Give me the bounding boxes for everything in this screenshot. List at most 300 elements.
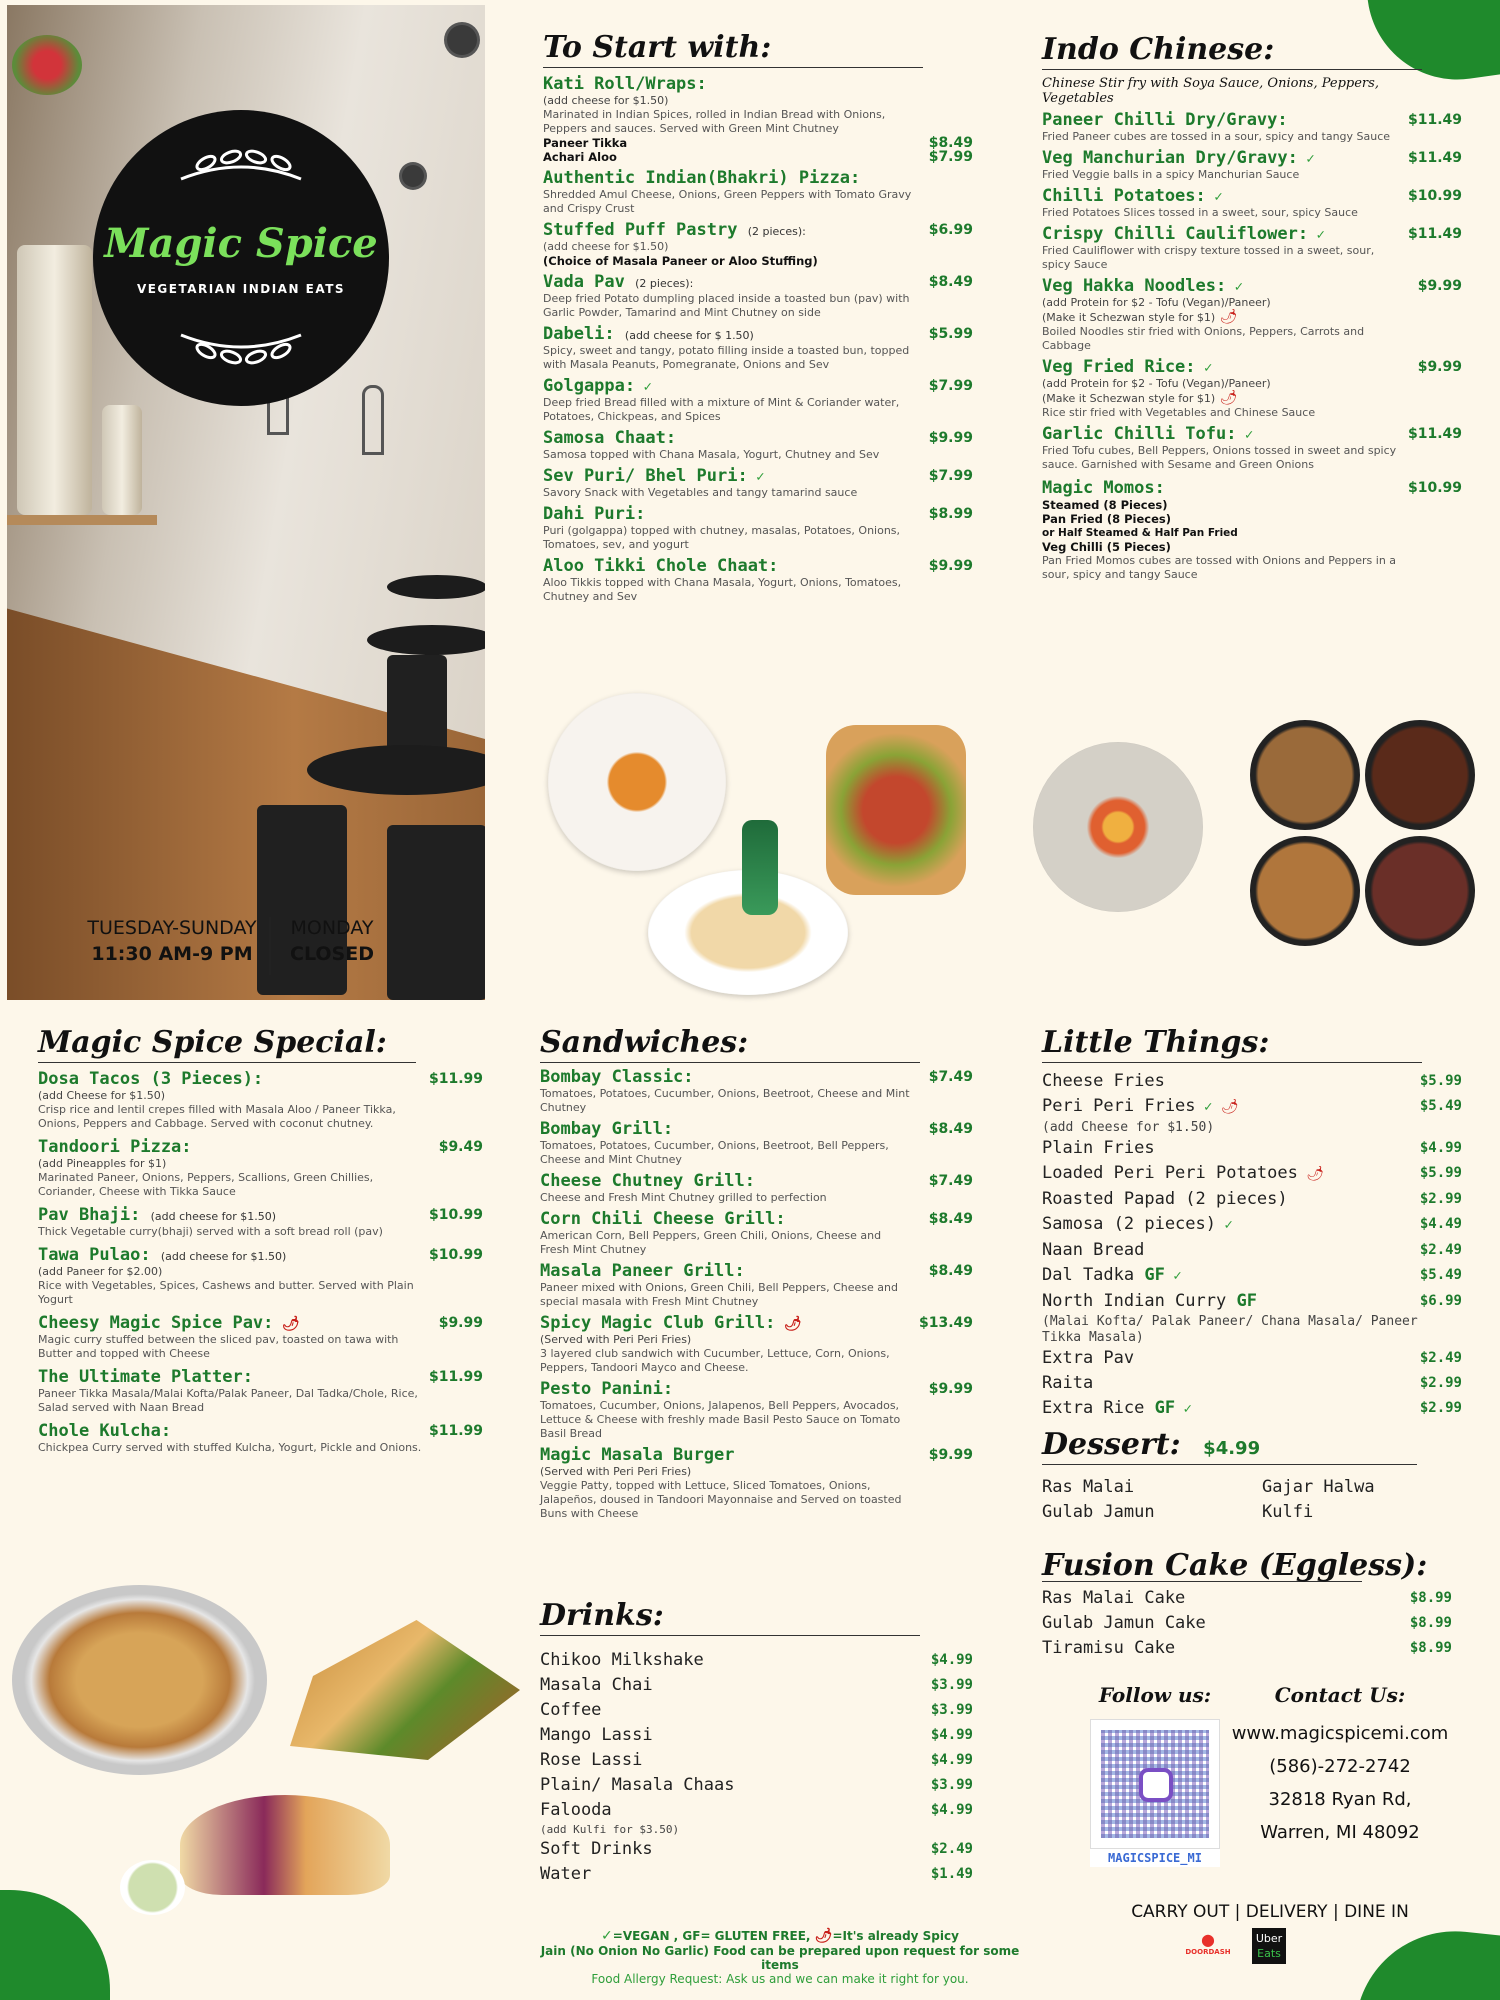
indo-chinese-section [1042, 32, 1462, 582]
chili-icon: 🌶 [775, 1316, 802, 1332]
item-price: $3.99 [930, 1777, 973, 1793]
item-note: (add cheese for $1.50) [150, 1210, 277, 1223]
list-item [1042, 1238, 1462, 1263]
open-time: 11:30 AM-9 PM [91, 943, 253, 965]
follow-title: Follow us: [1098, 1683, 1212, 1707]
item-price: $4.99 [930, 1727, 973, 1743]
item-desc: 3 layered club sandwich with Cucumber, Lettuce, Corn, Onions, Peppers, Tandoori Mayco and Cheese. [540, 1347, 890, 1374]
item-name-text: Pav Bhaji: [38, 1205, 141, 1225]
variant-name: Paneer Tikka [543, 136, 628, 150]
dessert-title: Dessert: [1042, 1427, 1181, 1462]
list-item [1042, 1611, 1452, 1636]
momos-option: or Half Steamed & Half Pan Fried [1042, 527, 1238, 539]
list-item [1042, 1636, 1452, 1661]
menu-item [38, 1137, 483, 1199]
item-name [1042, 424, 1462, 444]
opening-hours [82, 917, 402, 977]
menu-item [38, 1313, 483, 1361]
uber-label: Uber [1255, 1932, 1283, 1945]
item-sub: (add Protein for $2 - Tofu (Vegan)/Paneer) [1042, 377, 1271, 390]
item-name [1042, 186, 1462, 206]
momos-option: Steamed (8 Pieces) [1042, 498, 1168, 512]
momos-option: Veg Chilli (5 Pieces) [1042, 540, 1171, 554]
menu-item [1042, 224, 1462, 272]
menu-item [540, 1379, 973, 1441]
item-name [540, 1261, 973, 1281]
item-sub: (add Paneer for $2.00) [38, 1265, 163, 1278]
sandwiches-section [540, 1025, 973, 1521]
section-title: Drinks: [540, 1598, 920, 1636]
item-extra: (Choice of Masala Paneer or Aloo Stuffing) [543, 254, 818, 268]
item-price: $10.99 [428, 1207, 483, 1223]
item-name-text: Stuffed Puff Pastry [543, 220, 738, 240]
item-name [540, 1209, 973, 1229]
list-item [1042, 1187, 1462, 1212]
menu-item [543, 376, 973, 424]
item-name: Extra Rice [1042, 1398, 1145, 1418]
item-price: $9.99 [928, 1381, 973, 1397]
section-subtitle: Chinese Stir fry with Soya Sauce, Onions, Peppers, Vegetables [1042, 76, 1379, 106]
leaf-icon: ✓ [1297, 151, 1315, 167]
item-price: $9.99 [438, 1315, 483, 1331]
dessert-item: Gajar Halwa [1262, 1477, 1375, 1497]
brand-name: Magic Spice [104, 220, 378, 267]
dessert-price: $4.99 [1203, 1438, 1261, 1459]
chili-icon: 🌶 [814, 1928, 833, 1944]
chili-icon: 🌶 [1215, 309, 1238, 325]
uber-eats-logo [1252, 1928, 1286, 1964]
menu-item [543, 466, 973, 500]
open-days: TUESDAY-SUNDAY [87, 917, 257, 939]
hours-divider [269, 917, 271, 975]
menu-item [543, 504, 973, 552]
leaf-icon: ✓ [1236, 427, 1254, 443]
item-price: $2.99 [1419, 1191, 1462, 1207]
item-desc: Cheese and Fresh Mint Chutney grilled to perfection [540, 1191, 827, 1204]
menu-item [543, 324, 973, 372]
item-name-text: Crispy Chilli Cauliflower: [1042, 224, 1309, 244]
item-price: $5.99 [1419, 1073, 1462, 1089]
chili-icon: 🌶 [273, 1316, 300, 1332]
menu-item [38, 1245, 483, 1307]
dessert-item: Kulfi [1262, 1502, 1314, 1522]
item-name-text: Chole Kulcha: [38, 1421, 172, 1441]
leaf-icon: ✓ [1195, 360, 1213, 376]
item-desc: Paneer mixed with Onions, Green Chili, Bell Peppers, Cheese and special masala with Fresh Mint Chutney [540, 1281, 898, 1308]
list-item [540, 1648, 973, 1673]
item-price: $6.99 [1419, 1293, 1462, 1309]
leaf-icon: ✓ [601, 1928, 613, 1944]
item-price: $8.99 [928, 506, 973, 522]
item-price: $5.49 [1419, 1267, 1462, 1283]
item-name-text: Authentic Indian(Bhakri) Pizza: [543, 168, 861, 188]
dessert-list [1042, 1475, 1417, 1525]
item-name [38, 1245, 483, 1265]
item-name: Roasted Papad (2 pieces) [1042, 1189, 1288, 1209]
item-desc: Chickpea Curry served with stuffed Kulcha, Yogurt, Pickle and Onions. [38, 1441, 422, 1454]
open-hours [82, 917, 262, 965]
item-name: Samosa (2 pieces) [1042, 1214, 1216, 1234]
item-name-text: Cheesy Magic Spice Pav: [38, 1313, 274, 1333]
gluten-free-badge: GF [1236, 1291, 1257, 1311]
item-sub: (Malai Kofta/ Palak Paneer/ Chana Masala/ Paneer Tikka Masala) [1042, 1314, 1418, 1345]
eats-label: Eats [1257, 1947, 1281, 1960]
doordash-logo [1180, 1932, 1236, 1960]
list-item [1042, 1136, 1462, 1161]
item-price: $9.99 [1417, 278, 1462, 294]
item-note: (add cheese for $1.50) [543, 94, 669, 107]
item-price: $8.99 [1409, 1640, 1452, 1656]
item-desc: Aloo Tikkis topped with Chana Masala, Yogurt, Onions, Tomatoes, Chutney and Sev [543, 576, 902, 603]
item-price: $4.49 [1419, 1216, 1462, 1232]
legend-text: =VEGAN , GF= GLUTEN FREE, [612, 1929, 815, 1943]
list-item [1042, 1586, 1452, 1611]
section-title [1042, 1427, 1417, 1465]
item-name: Plain/ Masala Chaas [540, 1775, 735, 1795]
doordash-label: DOORDASH [1185, 1948, 1231, 1956]
item-sub: (Served with Peri Peri Fries) [540, 1333, 692, 1346]
item-note: (add cheese for $ 1.50) [624, 329, 754, 342]
item-desc: Deep fried Bread filled with a mixture of Mint & Coriander water, Potatoes, Chickpeas, and Spices [543, 396, 900, 423]
leaf-ornament-icon [176, 325, 306, 369]
item-price: $7.99 [928, 378, 973, 394]
item-name: Cheese Fries [1042, 1071, 1165, 1091]
item-price: $11.49 [1407, 150, 1462, 166]
item-name [543, 376, 973, 396]
menu-item [1042, 110, 1462, 144]
menu-item [543, 272, 973, 320]
item-price: $7.49 [928, 1173, 973, 1189]
green-blob-bottom-left [0, 1890, 110, 2000]
item-price: $8.49 [928, 1263, 973, 1279]
item-name-text: Dahi Puri: [543, 504, 646, 524]
item-price: $3.99 [930, 1677, 973, 1693]
item-name: Loaded Peri Peri Potatoes [1042, 1163, 1298, 1183]
list-item [1042, 1371, 1462, 1396]
item-name-text: Bombay Grill: [540, 1119, 674, 1139]
item-desc: Marinated in Indian Spices, rolled in Indian Bread with Onions, Peppers and sauces. Served with Green Mint Chutney [543, 108, 886, 135]
item-name-text: Dabeli: [543, 324, 615, 344]
item-sub-text: (Make it Schezwan style for $1) [1042, 311, 1216, 324]
item-name [543, 428, 973, 448]
item-price: $8.99 [1409, 1590, 1452, 1606]
item-name: Falooda [540, 1800, 612, 1820]
item-price: $2.49 [930, 1841, 973, 1857]
address-line: 32818 Ryan Rd, [1268, 1789, 1412, 1810]
item-price: $4.99 [1419, 1140, 1462, 1156]
leaf-icon: ✓ [1205, 189, 1223, 205]
leaf-ornament-icon [176, 145, 306, 189]
item-price: $11.99 [428, 1369, 483, 1385]
item-price: $9.99 [928, 558, 973, 574]
item-note: (add cheese for $1.50) [160, 1250, 287, 1263]
little-things-section [1042, 1025, 1462, 1422]
item-price: $5.99 [1419, 1165, 1462, 1181]
menu-item [1042, 276, 1462, 353]
item-price: $8.49 [928, 1121, 973, 1137]
item-desc: Marinated Paneer, Onions, Peppers, Scallions, Green Chillies, Coriander, Cheese with Tikka Sauce [38, 1171, 374, 1198]
item-sub: (add Protein for $2 - Tofu (Vegan)/Paneer) [1042, 296, 1271, 309]
menu-item [1042, 186, 1462, 220]
dessert-section [1042, 1427, 1417, 1525]
item-name [1042, 357, 1462, 377]
item-name: Naan Bread [1042, 1240, 1145, 1260]
item-name-text: Samosa Chaat: [543, 428, 677, 448]
item-desc: Veggie Patty, topped with Lettuce, Sliced Tomatoes, Onions, Jalapeños, doused in Tandoori Mayonnaise and Served on toasted Buns with Cheese [540, 1479, 902, 1520]
item-price: $7.49 [928, 1069, 973, 1085]
item-note: (2 pieces): [635, 277, 694, 290]
list-item [540, 1798, 973, 1823]
item-name: Chikoo Milkshake [540, 1650, 704, 1670]
food-photo-chilli [1365, 836, 1475, 946]
item-desc: Puri (golgappa) topped with chutney, masalas, Potatoes, Onions, Tomatoes, sev, and yogurt [543, 524, 901, 551]
item-name [540, 1445, 973, 1465]
leaf-icon: ✓ [1226, 279, 1244, 295]
closed-hours [282, 917, 382, 965]
variant-price: $8.49 [928, 135, 973, 151]
item-name [543, 220, 973, 240]
variant-price: $7.99 [928, 149, 973, 165]
wall-frame [362, 385, 384, 455]
item-name [543, 168, 973, 188]
menu-item [540, 1261, 973, 1309]
momos-option: Pan Fried (8 Pieces) [1042, 512, 1171, 526]
item-desc: Spicy, sweet and tangy, potato filling inside a toasted bun, topped with Masala Peanuts, Pomegranate, Onions and Sev [543, 344, 910, 371]
contact-title: Contact Us: [1274, 1683, 1406, 1707]
item-note: (2 pieces): [747, 225, 806, 238]
item-name: Magic Momos: [1042, 478, 1165, 498]
ceiling-lamp [402, 165, 424, 187]
item-desc: Tomatoes, Potatoes, Cucumber, Onions, Beetroot, Cheese and Mint Chutney [540, 1087, 910, 1114]
list-item [540, 1748, 973, 1773]
item-name: Coffee [540, 1700, 602, 1720]
item-name-text: Aloo Tikki Chole Chaat: [543, 556, 779, 576]
mint-water-bottle [742, 820, 778, 915]
item-price: $10.99 [1407, 480, 1462, 496]
flower-decoration [12, 35, 82, 95]
item-name: Raita [1042, 1373, 1094, 1393]
item-name [543, 324, 973, 344]
item-name [543, 272, 973, 292]
item-name-text: Veg Fried Rice: [1042, 357, 1196, 377]
menu-item [1042, 148, 1462, 182]
variant-name: Achari Aloo [543, 150, 617, 164]
item-name [540, 1171, 973, 1191]
menu-item [543, 220, 973, 268]
item-name [540, 1379, 973, 1399]
item-name [543, 466, 973, 486]
section-title: Little Things: [1042, 1025, 1422, 1063]
menu-item [38, 1367, 483, 1415]
food-photo-momos [1033, 742, 1203, 912]
closed-label: CLOSED [290, 943, 374, 965]
doordash-icon: ● [1201, 1930, 1215, 1949]
item-desc: (add cheese for $1.50) [543, 240, 669, 253]
food-photo-pizza [12, 1585, 267, 1775]
chutney-bowl [120, 1860, 185, 1915]
website-link[interactable]: www.magicspicemi.com [1231, 1723, 1449, 1744]
food-photo-fried-rice [1250, 836, 1360, 946]
menu-item [1042, 424, 1462, 472]
item-price: $11.99 [428, 1071, 483, 1087]
leaf-icon: ✓ [1216, 1217, 1233, 1233]
item-name-text: Tawa Pulao: [38, 1245, 151, 1265]
item-variant [543, 136, 973, 150]
item-name [540, 1313, 973, 1333]
section-title: Magic Spice Special: [38, 1025, 416, 1063]
item-name-text: Magic Masala Burger [540, 1445, 735, 1465]
leaf-icon: ✓ [1164, 1268, 1182, 1284]
item-name-text: Corn Chili Cheese Grill: [540, 1209, 786, 1229]
section-title: To Start with: [543, 30, 923, 68]
item-price: $8.49 [928, 1211, 973, 1227]
instagram-handle[interactable]: MAGICSPICE_MI [1090, 1849, 1220, 1867]
item-name: Mango Lassi [540, 1725, 653, 1745]
menu-item [540, 1119, 973, 1167]
item-name: Water [540, 1864, 592, 1884]
legend-line [520, 1928, 1040, 1944]
item-name-text: Cheese Chutney Grill: [540, 1171, 755, 1191]
menu-item [540, 1171, 973, 1205]
item-name [38, 1205, 483, 1225]
item-price: $1.49 [930, 1866, 973, 1882]
item-name [543, 504, 973, 524]
item-desc: Deep fried Potato dumpling placed inside a toasted bun (pav) with Garlic Powder, Tamarind and Mint Chutney on side [543, 292, 910, 319]
item-variant [543, 150, 973, 164]
menu-item [543, 168, 973, 216]
menu-item [543, 556, 973, 604]
item-price: $11.99 [428, 1423, 483, 1439]
item-name-text: Tandoori Pizza: [38, 1137, 192, 1157]
list-item [1042, 1263, 1462, 1289]
list-item [1042, 1069, 1462, 1094]
item-desc: Crisp rice and lentil crepes filled with Masala Aloo / Paneer Tikka, Onions, Peppers and Cabbage. Served with coconut chutney. [38, 1103, 396, 1130]
item-desc: Fried Cauliflower with crispy texture tossed in a sweet, sour, spicy Sauce [1042, 244, 1375, 271]
item-name: Gulab Jamun Cake [1042, 1613, 1206, 1633]
item-name-text: Chilli Potatoes: [1042, 186, 1206, 206]
item-price: $10.99 [1407, 188, 1462, 204]
item-name: Peri Peri Fries [1042, 1096, 1196, 1116]
item-desc: Tomatoes, Potatoes, Cucumber, Onions, Beetroot, Bell Peppers, Cheese and Mint Chutney [540, 1139, 889, 1166]
shelf [7, 515, 157, 525]
menu-item [540, 1067, 973, 1115]
item-price: $2.49 [1419, 1242, 1462, 1258]
table [387, 575, 485, 599]
item-sub [1042, 391, 1462, 406]
leaf-icon: ✓ [1175, 1401, 1192, 1417]
list-item [1042, 1094, 1462, 1120]
chili-icon: 🌶 [1215, 390, 1238, 406]
brand-logo [93, 110, 389, 406]
phone-number[interactable]: (586)-272-2742 [1269, 1756, 1411, 1777]
brand-tagline: VEGETARIAN INDIAN EATS [136, 282, 346, 296]
item-name [540, 1119, 973, 1139]
item-name: Tiramisu Cake [1042, 1638, 1176, 1658]
instagram-qr-code[interactable] [1090, 1719, 1220, 1849]
item-price: $11.49 [1407, 226, 1462, 242]
food-photo-dabeli [548, 693, 726, 871]
menu-item [38, 1205, 483, 1239]
item-desc: Paneer Tikka Masala/Malai Kofta/Palak Paneer, Dal Tadka/Chole, Rice, Salad served with Naan Bread [38, 1387, 418, 1414]
leaf-icon: ✓ [635, 379, 652, 395]
item-sub [1042, 310, 1462, 325]
item-price: $2.49 [1419, 1350, 1462, 1366]
list-item [540, 1673, 973, 1698]
jar [17, 245, 92, 515]
list-item [540, 1723, 973, 1748]
item-name: Soft Drinks [540, 1839, 653, 1859]
falooda-note: (add Kulfi for $3.50) [540, 1823, 680, 1836]
list-item [1042, 1212, 1462, 1238]
item-name-text: Veg Hakka Noodles: [1042, 276, 1227, 296]
item-price: $4.99 [930, 1802, 973, 1818]
jain-note: Jain (No Onion No Garlic) Food can be prepared upon request for some items [540, 1944, 1020, 1972]
leaf-icon: ✓ [1195, 1099, 1213, 1115]
item-desc: American Corn, Bell Peppers, Green Chili, Onions, Cheese and Fresh Mint Chutney [540, 1229, 882, 1256]
item-price: $8.49 [928, 274, 973, 290]
list-item [1042, 1161, 1462, 1187]
item-name-text: Spicy Magic Club Grill: [540, 1313, 776, 1333]
item-desc: Fried Tofu cubes, Bell Peppers, Onions tossed in sweet and spicy sauce. Garnished with Sesame and Green Onions [1042, 444, 1397, 471]
list-item [540, 1698, 973, 1723]
item-price: $5.99 [928, 326, 973, 342]
item-name: Rose Lassi [540, 1750, 643, 1770]
chili-icon: 🌶 [1212, 1099, 1239, 1115]
item-sub: (add Pineapples for $1) [38, 1157, 167, 1170]
table [367, 625, 485, 655]
list-item [540, 1837, 973, 1862]
food-photo-dosa-tacos [180, 1795, 390, 1895]
gluten-free-badge: GF [1154, 1398, 1176, 1418]
item-name [1042, 148, 1462, 168]
item-price: $13.49 [918, 1315, 973, 1331]
item-name [1042, 224, 1462, 244]
item-name [38, 1367, 483, 1387]
item-desc: Shredded Amul Cheese, Onions, Green Peppers with Tomato Gravy and Crispy Crust [543, 188, 912, 215]
menu-item [543, 74, 973, 164]
item-desc: Fried Paneer cubes are tossed in a sour, spicy and tangy Sauce [1042, 130, 1391, 143]
item-desc: Fried Potatoes Slices tossed in a sweet, sour, spicy Sauce [1042, 206, 1358, 219]
menu-item [38, 1069, 483, 1131]
item-price: $9.99 [928, 430, 973, 446]
menu-item [540, 1445, 973, 1521]
item-name-text: Sev Puri/ Bhel Puri: [543, 466, 748, 486]
item-name: Ras Malai Cake [1042, 1588, 1186, 1608]
item-name-text: Garlic Chilli Tofu: [1042, 424, 1237, 444]
menu-item [540, 1313, 973, 1375]
food-photo-noodles [1250, 720, 1360, 830]
drinks-section [540, 1598, 973, 1887]
jar [102, 405, 142, 515]
ceiling-lamp [447, 25, 477, 55]
item-name-text: Paneer Chilli Dry/Gravy: [1042, 110, 1288, 130]
item-name: Kati Roll/Wraps: [543, 74, 707, 94]
item-name [38, 1137, 483, 1157]
item-name [38, 1069, 483, 1089]
item-name-text: The Ultimate Platter: [38, 1367, 253, 1387]
list-item [1042, 1396, 1462, 1422]
item-price: $5.49 [1419, 1098, 1462, 1114]
item-price: $2.99 [1419, 1400, 1462, 1416]
closed-day: MONDAY [290, 917, 374, 939]
list-item [540, 1773, 973, 1798]
item-name [38, 1313, 483, 1333]
food-photo-sandwich [290, 1620, 520, 1760]
item-price: $8.99 [1409, 1615, 1452, 1631]
menu-item [1042, 357, 1462, 420]
item-name-text: Pesto Panini: [540, 1379, 674, 1399]
item-name-text: Golgappa: [543, 376, 636, 396]
